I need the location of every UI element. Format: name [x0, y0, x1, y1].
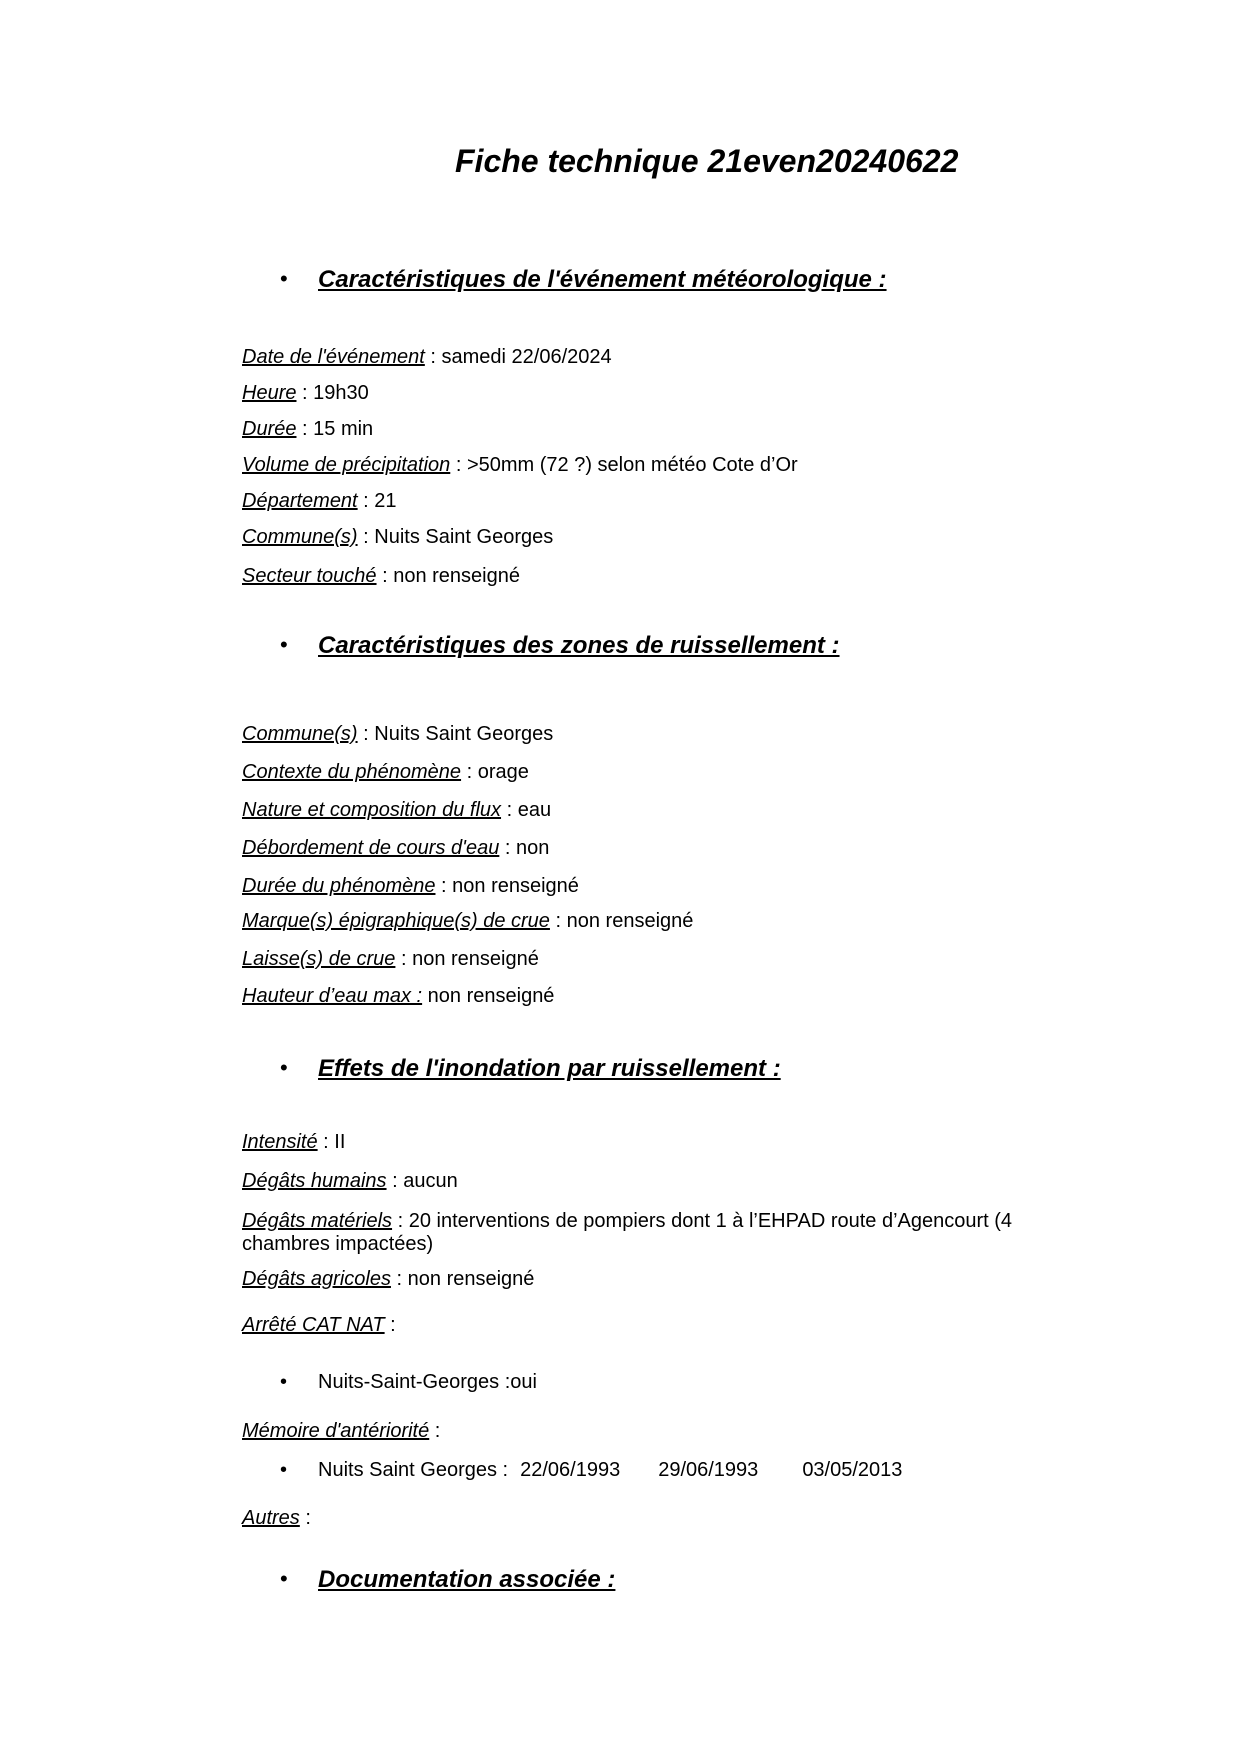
- field-label: Nature et composition du flux: [242, 799, 502, 821]
- field-label: Durée du phénomène: [242, 875, 436, 897]
- field-communes: [242, 526, 553, 549]
- field-label: Mémoire d'antériorité: [242, 1420, 430, 1442]
- field-value: : >50mm (72 ?) selon météo Cote d’Or: [450, 454, 798, 476]
- field-autres: [242, 1507, 311, 1530]
- field-intensite: [242, 1131, 345, 1154]
- field-heure: [242, 382, 369, 405]
- field-debordement: [242, 837, 549, 860]
- field-value: : non renseigné: [435, 875, 579, 897]
- section-heading-text: Documentation associée :: [318, 1566, 616, 1593]
- field-value: : Nuits Saint Georges: [357, 723, 554, 745]
- field-value: : 20 interventions de pompiers dont 1 à l’EHPAD route d’Agencourt (4 chambres impactées): [242, 1210, 1013, 1255]
- bullet-icon: •: [280, 1055, 288, 1080]
- field-label: Durée: [242, 418, 297, 440]
- field-value: : non: [499, 837, 550, 859]
- field-label: Marque(s) épigraphique(s) de crue: [242, 910, 550, 932]
- field-nature-flux: [242, 799, 551, 822]
- field-label: Secteur touché: [242, 565, 377, 587]
- field-secteur-touche: [242, 565, 520, 588]
- field-label: Commune(s): [242, 526, 358, 548]
- field-label: Dégâts agricoles: [242, 1268, 391, 1290]
- field-value: : aucun: [386, 1170, 458, 1192]
- section-heading-text: Effets de l'inondation par ruissellement :: [318, 1055, 781, 1082]
- field-label: Autres: [242, 1507, 300, 1529]
- field-label: Arrêté CAT NAT: [242, 1314, 385, 1336]
- field-value: : non renseigné: [395, 948, 539, 970]
- field-value: : orage: [461, 761, 529, 783]
- field-label: Département: [242, 490, 358, 512]
- field-value: : Nuits Saint Georges: [357, 526, 554, 548]
- field-value: : samedi 22/06/2024: [424, 346, 612, 368]
- field-label: Heure: [242, 382, 297, 404]
- memoire-date: 22/06/1993: [520, 1459, 621, 1481]
- field-label: Contexte du phénomène: [242, 761, 462, 783]
- field-laisses-crue: [242, 948, 539, 971]
- field-contexte-phenomene: [242, 761, 529, 784]
- document-title: Fiche technique 21even20240622: [455, 143, 959, 179]
- field-arrete-catnat: [242, 1314, 396, 1337]
- field-label: Laisse(s) de crue: [242, 948, 396, 970]
- memoire-date: 29/06/1993: [658, 1459, 759, 1481]
- field-value: : 15 min: [296, 418, 374, 440]
- catnat-item-text: Nuits-Saint-Georges :oui: [318, 1371, 537, 1393]
- field-label: Dégâts matériels: [242, 1210, 393, 1232]
- field-label: Date de l'événement: [242, 346, 425, 368]
- field-value: : eau: [501, 799, 552, 821]
- field-label: Commune(s): [242, 723, 358, 745]
- field-value: : non renseigné: [549, 910, 694, 932]
- field-marques-epigraphiques: [242, 910, 693, 933]
- field-duree: [242, 418, 373, 441]
- field-label: Intensité: [242, 1131, 318, 1153]
- field-degats-agricoles: [242, 1268, 534, 1291]
- section-heading-text: Caractéristiques de l'événement météorologique :: [318, 266, 887, 293]
- field-value: : non renseigné: [390, 1268, 535, 1290]
- field-value: : 19h30: [296, 382, 369, 404]
- field-label: Volume de précipitation: [242, 454, 451, 476]
- memoire-date: 03/05/2013: [802, 1459, 903, 1481]
- bullet-icon: •: [280, 266, 288, 291]
- memoire-commune: Nuits Saint Georges :: [318, 1459, 509, 1481]
- field-label: Dégâts humains: [242, 1170, 387, 1192]
- field-value: : 21: [357, 490, 397, 512]
- field-date-evenement: [242, 346, 612, 369]
- bullet-icon: •: [280, 1459, 288, 1481]
- field-degats-materiels: [242, 1210, 1072, 1256]
- field-label: Hauteur d’eau max :: [242, 985, 423, 1007]
- field-value: : non renseigné: [376, 565, 520, 587]
- field-memoire-anteriorite: [242, 1420, 440, 1443]
- field-departement: [242, 490, 397, 513]
- bullet-icon: •: [280, 1371, 288, 1393]
- section-heading-text: Caractéristiques des zones de ruissellement :: [318, 632, 840, 659]
- field-degats-humains: [242, 1170, 458, 1193]
- memoire-item-text: [318, 1459, 902, 1482]
- field-value: non renseigné: [422, 985, 555, 1007]
- field-communes-ruissellement: [242, 723, 553, 746]
- bullet-icon: •: [280, 1566, 288, 1591]
- field-hauteur-eau-max: [242, 985, 554, 1008]
- field-value: :: [299, 1507, 311, 1529]
- bullet-icon: •: [280, 632, 288, 657]
- field-value: : II: [317, 1131, 346, 1153]
- field-duree-phenomene: [242, 875, 579, 898]
- field-label: Débordement de cours d'eau: [242, 837, 500, 859]
- field-volume-precipitation: [242, 454, 798, 477]
- field-value: :: [384, 1314, 396, 1336]
- field-value: :: [429, 1420, 441, 1442]
